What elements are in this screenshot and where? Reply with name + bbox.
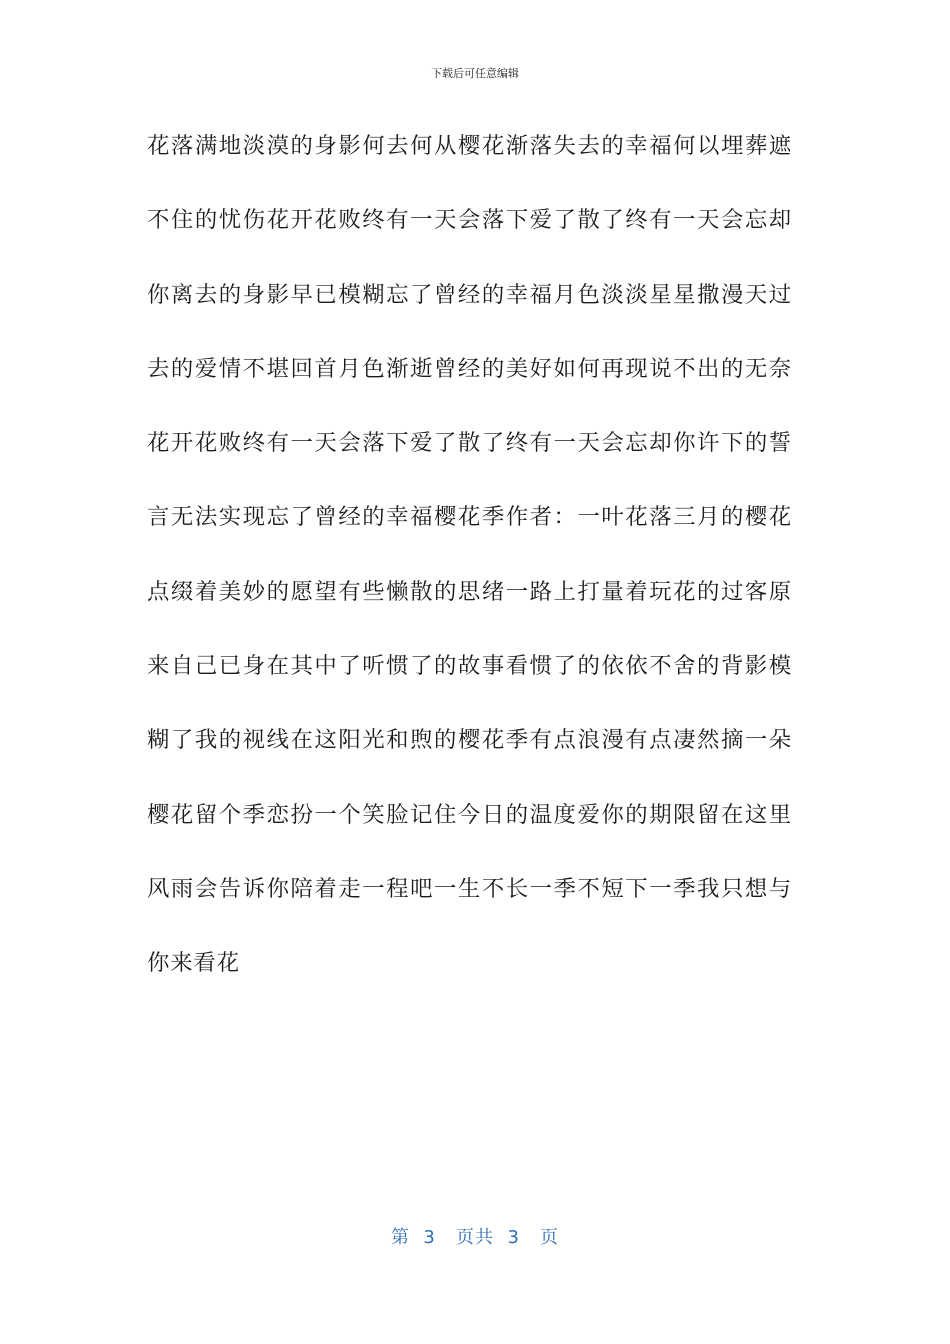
text-line: 去的爱情不堪回首月色渐逝曾经的美好如何再现说不出的无奈 [147, 355, 792, 382]
text-line: 你来看花 [147, 950, 240, 977]
text-line: 言无法实现忘了曾经的幸福樱花季作者：一叶花落三月的樱花 [147, 504, 792, 531]
text-line: 来自己已身在其中了听惯了的故事看惯了的依依不舍的背影模 [147, 653, 792, 680]
text-line: 点缀着美妙的愿望有些懒散的思绪一路上打量着玩花的过客原 [147, 578, 792, 605]
document-body [147, 126, 792, 1018]
text-line: 风雨会告诉你陪着走一程吧一生不长一季不短下一季我只想与 [147, 875, 792, 902]
page-header: 下载后可任意编辑 [431, 67, 519, 80]
text-line: 你离去的身影早已模糊忘了曾经的幸福月色淡淡星星撒漫天过 [147, 281, 792, 308]
text-line: 糊了我的视线在这阳光和煦的樱花季有点浪漫有点凄然摘一朵 [147, 727, 792, 754]
text-line: 樱花留个季恋扮一个笑脸记住今日的温度爱你的期限留在这里 [147, 801, 792, 828]
page-number-footer: 第 3 页共 3 页 [390, 1227, 560, 1248]
text-line: 花落满地淡漠的身影何去何从樱花渐落失去的幸福何以埋葬遮 [147, 133, 792, 159]
text-line: 不住的忧伤花开花败终有一天会落下爱了散了终有一天会忘却 [147, 207, 792, 234]
text-line: 花开花败终有一天会落下爱了散了终有一天会忘却你许下的誓 [147, 430, 792, 457]
